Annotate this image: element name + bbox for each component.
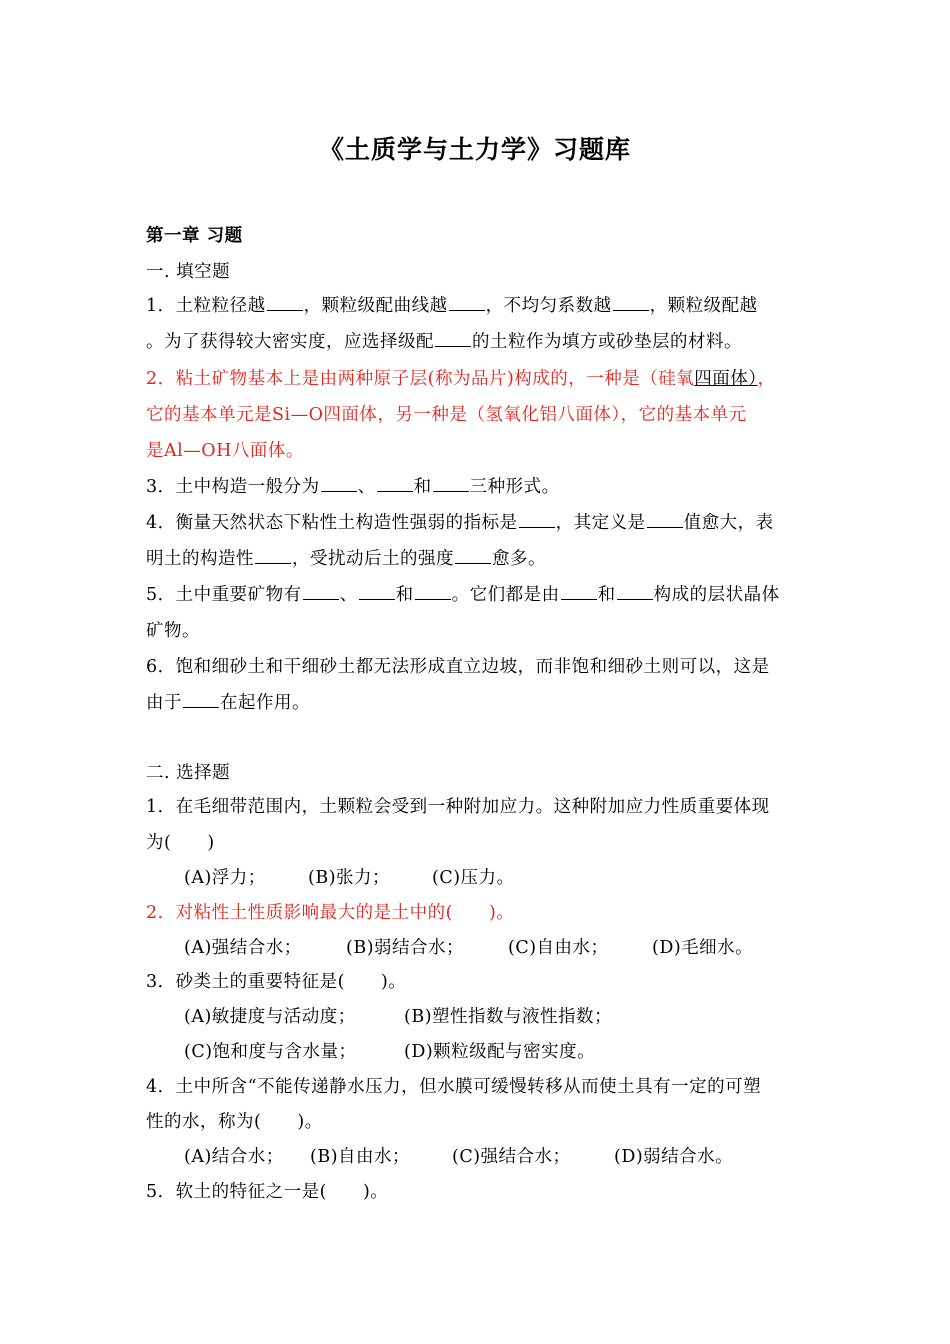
q5-text-c: 和	[395, 585, 414, 605]
q4-text-b: ，其定义是	[555, 513, 646, 533]
question-2-line-2: 它的基本单元是Si—O四面体，另一种是（氢氧化铝八面体），它的基本单元	[146, 405, 747, 425]
option-c[interactable]: (C)自由水；	[508, 938, 609, 958]
mc-question-1-options	[184, 864, 515, 889]
answer-blank[interactable]	[613, 296, 649, 311]
mc-question-2: 2．对粘性土性质影响最大的是土中的( )。	[146, 903, 515, 923]
answer-blank[interactable]	[617, 585, 653, 600]
option-c[interactable]: (C)强结合水；	[452, 1147, 571, 1167]
q2-text-a: 2．粘土矿物基本上是由两种原子层(称为品片)构成的，一种是（硅氧	[146, 369, 695, 389]
mc-question-3: 3．砂类土的重要特征是( )。	[146, 972, 407, 992]
answer-blank[interactable]	[183, 693, 219, 708]
answer-blank[interactable]	[321, 477, 357, 492]
question-3	[146, 473, 560, 498]
answer-blank[interactable]	[435, 332, 471, 347]
q5-text-d: 。它们都是由	[451, 585, 560, 605]
question-2-line-3: 是Al—OH八面体。	[146, 441, 304, 461]
mc-question-4-options	[184, 1143, 733, 1168]
answer-blank[interactable]	[377, 477, 413, 492]
option-b[interactable]: (B)弱结合水；	[346, 938, 465, 958]
q1-text-f: 的土粒作为填方或砂垫层的材料。	[472, 332, 742, 352]
mc-question-3-options-row-2	[184, 1038, 595, 1063]
q4-text-a: 4．衡量天然状态下粘性土构造性强弱的指标是	[146, 513, 518, 533]
q1-text-b: ，颗粒级配曲线越	[303, 296, 448, 316]
q3-text-d: 三种形式。	[469, 477, 560, 497]
answer-blank[interactable]	[303, 585, 339, 600]
mc-question-1-line-2: 为( )	[146, 833, 215, 853]
q3-text-b: 、	[357, 477, 376, 497]
question-5-line-2: 矿物。	[146, 621, 200, 641]
option-a[interactable]: (A)结合水；	[184, 1147, 284, 1167]
chapter-heading: 第一章 习题	[146, 226, 243, 246]
answer-blank[interactable]	[359, 585, 395, 600]
mc-question-4-line-1: 4．土中所含“不能传递静水压力，但水膜可缓慢转移从而使土具有一定的可塑	[146, 1077, 762, 1097]
q1-text-e: 。为了获得较大密实度，应选择级配	[146, 332, 434, 352]
option-b[interactable]: (B)张力；	[308, 868, 391, 888]
mc-question-3-options-row-1	[184, 1003, 612, 1028]
q2-text-b: ，	[757, 369, 776, 389]
q5-text-e: 和	[597, 585, 616, 605]
question-2-line-1	[146, 365, 776, 390]
q1-text-d: ，颗粒级配越	[649, 296, 758, 316]
option-d[interactable]: (D)弱结合水。	[614, 1147, 734, 1167]
q6-text-a: 由于	[146, 693, 182, 713]
q4-text-f: 愈多。	[492, 549, 546, 569]
question-1-line-1	[146, 292, 758, 317]
answer-blank[interactable]	[267, 296, 303, 311]
answer-blank[interactable]	[415, 585, 451, 600]
q2-underlined-answer: 四面体）	[694, 369, 758, 389]
question-4-line-2	[146, 545, 546, 570]
option-d[interactable]: (D)毛细水。	[652, 938, 754, 958]
option-b[interactable]: (B)自由水；	[310, 1147, 411, 1167]
q5-text-f: 构成的层状晶体	[653, 585, 780, 605]
option-d[interactable]: (D)颗粒级配与密实度。	[404, 1042, 596, 1062]
option-c[interactable]: (C)饱和度与含水量；	[184, 1042, 357, 1062]
q5-text-b: 、	[339, 585, 358, 605]
section-heading-fill-blank: 一. 填空题	[146, 262, 231, 282]
answer-blank[interactable]	[255, 549, 291, 564]
mc-question-2-options	[184, 934, 753, 959]
q4-text-e: ，受扰动后土的强度	[292, 549, 454, 569]
q4-text-d: 明土的构造性	[146, 549, 254, 569]
q5-text-a: 5．土中重要矿物有	[146, 585, 302, 605]
answer-blank[interactable]	[433, 477, 469, 492]
q4-text-c: 值愈大，表	[683, 513, 774, 533]
q1-text-c: ，不均匀系数越	[485, 296, 612, 316]
option-a[interactable]: (A)强结合水；	[184, 938, 302, 958]
answer-blank[interactable]	[455, 549, 491, 564]
mc-question-5: 5．软土的特征之一是( )。	[146, 1182, 389, 1202]
answer-blank[interactable]	[561, 585, 597, 600]
question-5-line-1	[146, 581, 780, 606]
page-title: 《土质学与土力学》习题库	[318, 135, 631, 164]
answer-blank[interactable]	[647, 513, 683, 528]
option-b[interactable]: (B)塑性指数与液性指数；	[404, 1007, 613, 1027]
question-4-line-1	[146, 509, 774, 534]
mc-question-1-line-1: 1．在毛细带范围内，土颗粒会受到一种附加应力。这种附加应力性质重要体现	[146, 797, 770, 817]
option-c[interactable]: (C)压力。	[432, 868, 515, 888]
question-1-line-2	[146, 328, 742, 353]
question-6-line-2	[146, 689, 310, 714]
question-6-line-1: 6．饱和细砂土和干细砂土都无法形成直立边坡，而非饱和细砂土则可以，这是	[146, 657, 770, 677]
option-a[interactable]: (A)敏捷度与活动度；	[184, 1007, 356, 1027]
answer-blank[interactable]	[449, 296, 485, 311]
q3-text-c: 和	[413, 477, 432, 497]
q6-text-b: 在起作用。	[220, 693, 310, 713]
option-a[interactable]: (A)浮力；	[184, 868, 266, 888]
section-heading-multiple-choice: 二. 选择题	[146, 763, 231, 783]
mc-question-4-line-2: 性的水，称为( )。	[146, 1112, 323, 1132]
q1-text-a: 1．土粒粒径越	[146, 296, 266, 316]
q3-text-a: 3．土中构造一般分为	[146, 477, 320, 497]
answer-blank[interactable]	[519, 513, 555, 528]
